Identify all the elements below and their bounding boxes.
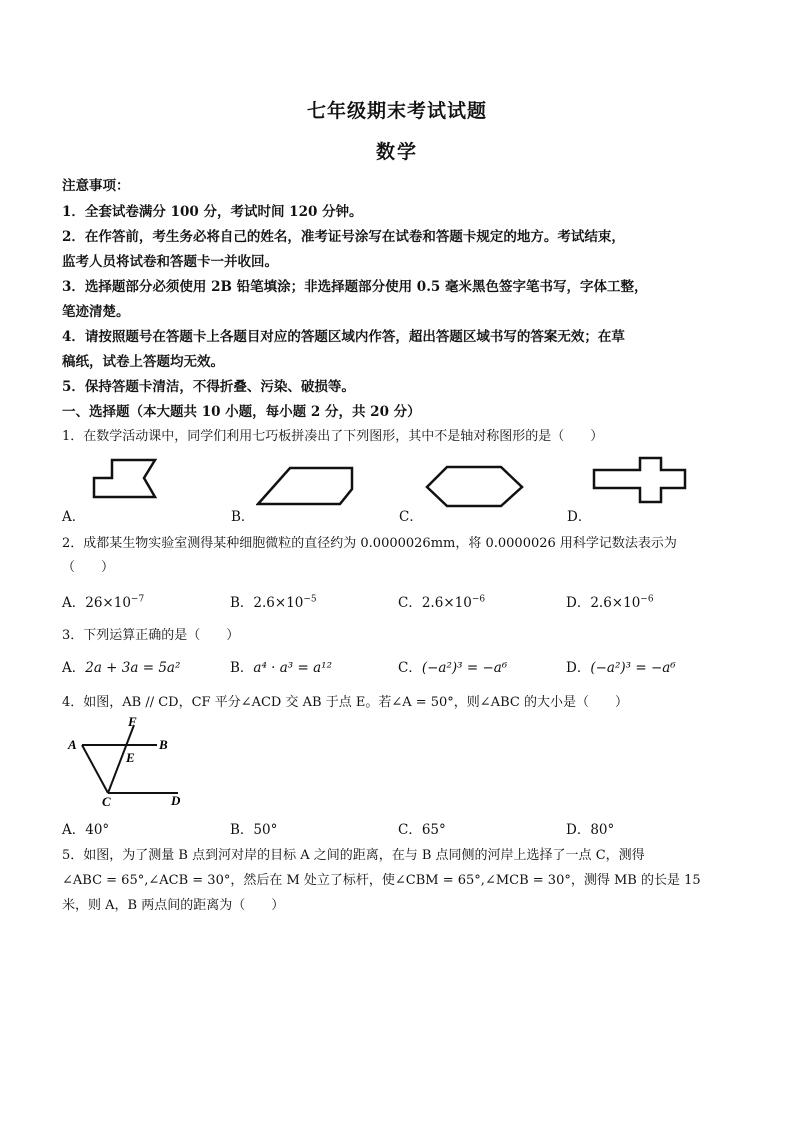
q2-option-a[interactable] bbox=[62, 591, 230, 611]
q2-option-d[interactable] bbox=[566, 591, 734, 611]
q2-option-b[interactable] bbox=[230, 591, 398, 611]
q2-option-d-base: 2.6×10 bbox=[590, 595, 641, 611]
q2-option-c-exp: −6 bbox=[471, 594, 486, 605]
q2-option-b-exp: −5 bbox=[303, 594, 317, 605]
q2-option-c[interactable] bbox=[398, 591, 566, 611]
question-5-line-1: 5．如图，为了测量 B 点到河对岸的目标 A 之间的距离，在与 B 点同侧的河岸上选择了一点 C，测得 bbox=[62, 848, 645, 863]
note-line-4: 3．选择题部分必须使用 2B 铅笔填涂；非选择题部分使用 0.5 毫米黑色签字笔书写，字体工整， bbox=[62, 279, 648, 295]
q1-option-c[interactable]: C． bbox=[399, 509, 423, 525]
q4-option-b[interactable]: B．50° bbox=[230, 822, 278, 838]
q1-figure-d bbox=[592, 456, 688, 504]
note-line-3: 监考人员将试卷和答题卡一并收回。 bbox=[62, 254, 278, 270]
q3-option-d[interactable] bbox=[566, 656, 734, 676]
q3-option-b-label: B． bbox=[230, 660, 254, 676]
q3-option-a[interactable] bbox=[62, 656, 230, 676]
question-1-text: 1．在数学活动课中，同学们利用七巧板拼凑出了下列图形，其中不是轴对称图形的是（ ） bbox=[62, 429, 604, 444]
q3-option-d-label: D． bbox=[566, 660, 591, 676]
q4-label-c: C bbox=[102, 794, 111, 808]
q4-label-a: A bbox=[68, 737, 77, 752]
q1-figure-c bbox=[425, 465, 525, 509]
q4-label-d: D bbox=[171, 793, 181, 808]
q3-option-d-expr: (−a²)³ = −a⁶ bbox=[590, 660, 676, 676]
q2-option-a-exp: −7 bbox=[130, 594, 145, 605]
q2-option-a-label: A． bbox=[62, 595, 86, 611]
q2-option-a-base: 26×10 bbox=[85, 595, 131, 611]
q3-option-a-label: A． bbox=[62, 660, 86, 676]
q4-options bbox=[62, 818, 742, 838]
q3-option-b[interactable] bbox=[230, 656, 398, 676]
q4-geometry-figure bbox=[62, 714, 192, 808]
q3-option-c[interactable] bbox=[398, 656, 566, 676]
q3-option-c-expr: (−a²)³ = −a⁶ bbox=[421, 660, 508, 676]
q4-label-e: E bbox=[126, 750, 135, 765]
note-line-2: 2．在作答前，考生务必将自己的姓名，准考证号涂写在试卷和答题卡规定的地方。考试结束， bbox=[62, 229, 625, 245]
q4-label-f: F bbox=[128, 714, 137, 729]
section-heading: 一、选择题（本大题共 10 小题，每小题 2 分，共 20 分） bbox=[62, 404, 421, 420]
question-5-line-3: 米，则 A，B 两点间的距离为（ ） bbox=[62, 898, 285, 913]
note-line-6: 4．请按照题号在答题卡上各题目对应的答题区域内作答，超出答题区域书写的答案无效；在草 bbox=[62, 329, 625, 345]
q4-option-d[interactable]: D．80° bbox=[566, 822, 615, 838]
subject-title: 数学 bbox=[375, 141, 418, 163]
q1-option-a[interactable]: A． bbox=[62, 509, 86, 525]
q2-option-c-label: C． bbox=[398, 595, 422, 611]
note-line-7: 稿纸，试卷上答题均无效。 bbox=[62, 354, 224, 370]
exam-title: 七年级期末考试试题 bbox=[306, 100, 487, 122]
q3-option-c-label: C． bbox=[398, 660, 422, 676]
q1-option-b[interactable]: B． bbox=[231, 509, 255, 525]
q4-option-c[interactable]: C．65° bbox=[398, 822, 446, 838]
question-5-line-2: ∠ABC = 65°,∠ACB = 30°，然后在 M 处立了标杆，使∠CBM = 65°,∠MCB = 30°，测得 MB 的长是 15 bbox=[62, 873, 701, 888]
question-4-text: 4．如图，AB // CD，CF 平分∠ACD 交 AB 于点 E。若∠A = 50°，则∠ABC 的大小是（ ） bbox=[62, 695, 628, 710]
q3-option-b-expr: a⁴ · a³ = a¹² bbox=[253, 660, 332, 676]
q3-option-a-expr: 2a + 3a = 5a² bbox=[85, 660, 181, 676]
notes-heading: 注意事项： bbox=[62, 178, 130, 194]
q4-label-b: B bbox=[159, 737, 168, 752]
q2-option-d-exp: −6 bbox=[640, 594, 654, 605]
q1-figure-b bbox=[256, 465, 354, 507]
q2-options bbox=[62, 591, 742, 611]
q3-options bbox=[62, 656, 742, 676]
q2-option-d-label: D． bbox=[566, 595, 591, 611]
note-line-8: 5．保持答题卡清洁，不得折叠、污染、破损等。 bbox=[62, 379, 355, 395]
q4-option-a[interactable]: A．40° bbox=[62, 822, 110, 838]
question-2-paren: （ ） bbox=[62, 560, 115, 575]
q1-option-d[interactable]: D． bbox=[567, 509, 592, 525]
q2-option-b-base: 2.6×10 bbox=[253, 595, 304, 611]
note-line-5: 笔迹清楚。 bbox=[62, 304, 130, 320]
q2-option-b-label: B． bbox=[230, 595, 254, 611]
note-line-1: 1．全套试卷满分 100 分，考试时间 120 分钟。 bbox=[62, 204, 363, 220]
q2-option-c-base: 2.6×10 bbox=[421, 595, 472, 611]
question-2-text: 2．成都某生物实验室测得某种细胞微粒的直径约为 0.0000026mm，将 0.0000026 用科学记数法表示为 bbox=[62, 536, 677, 551]
question-3-text: 3．下列运算正确的是（ ） bbox=[62, 628, 240, 643]
q1-figure-a bbox=[92, 458, 187, 500]
